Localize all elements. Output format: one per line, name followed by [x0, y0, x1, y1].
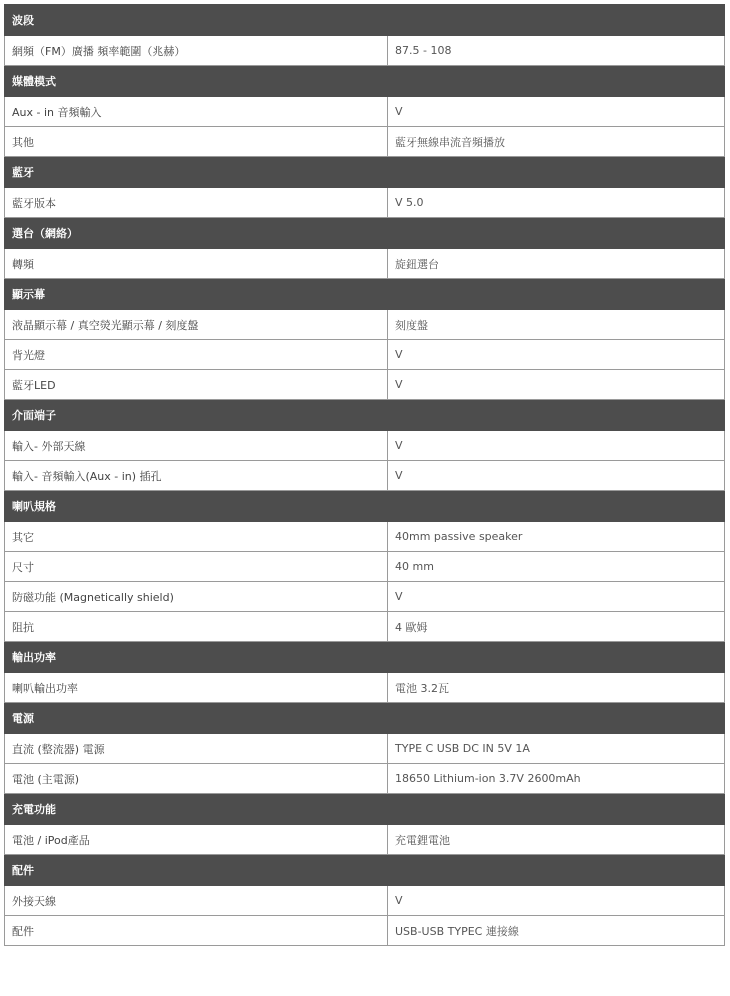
- spec-value: 電池 3.2瓦: [388, 673, 725, 703]
- spec-row: [5, 764, 725, 794]
- section-header-row: [5, 279, 725, 310]
- spec-table: [4, 4, 725, 946]
- spec-value: 40mm passive speaker: [388, 522, 725, 552]
- spec-row: [5, 825, 725, 855]
- spec-row: [5, 582, 725, 612]
- spec-label: 網頻（FM）廣播 頻率範圍（兆赫）: [5, 36, 388, 66]
- spec-row: [5, 97, 725, 127]
- spec-row: [5, 249, 725, 279]
- spec-label: 轉頻: [5, 249, 388, 279]
- spec-value: V: [388, 461, 725, 491]
- spec-value: 4 歐姆: [388, 612, 725, 642]
- spec-label: 背光燈: [5, 340, 388, 370]
- spec-row: [5, 552, 725, 582]
- spec-row: [5, 916, 725, 946]
- spec-label: 藍牙LED: [5, 370, 388, 400]
- spec-row: [5, 734, 725, 764]
- spec-label: 直流 (整流器) 電源: [5, 734, 388, 764]
- spec-value: V: [388, 97, 725, 127]
- section-title: 配件: [5, 855, 725, 886]
- spec-value: V: [388, 431, 725, 461]
- spec-row: [5, 886, 725, 916]
- spec-label: 藍牙版本: [5, 188, 388, 218]
- spec-row: [5, 431, 725, 461]
- spec-row: [5, 461, 725, 491]
- spec-value: 18650 Lithium-ion 3.7V 2600mAh: [388, 764, 725, 794]
- section-title: 媒體模式: [5, 66, 725, 97]
- section-title: 選台（網絡）: [5, 218, 725, 249]
- spec-label: 輸入- 外部天線: [5, 431, 388, 461]
- section-title: 介面端子: [5, 400, 725, 431]
- spec-value: V: [388, 370, 725, 400]
- spec-value: TYPE C USB DC IN 5V 1A: [388, 734, 725, 764]
- spec-label: 喇叭輸出功率: [5, 673, 388, 703]
- spec-row: [5, 36, 725, 66]
- spec-label: 其它: [5, 522, 388, 552]
- spec-label: 防磁功能 (Magnetically shield): [5, 582, 388, 612]
- spec-row: [5, 188, 725, 218]
- spec-label: 其他: [5, 127, 388, 157]
- section-title: 輸出功率: [5, 642, 725, 673]
- spec-row: [5, 673, 725, 703]
- spec-label: 輸入- 音頻輸入(Aux - in) 插孔: [5, 461, 388, 491]
- section-header-row: [5, 855, 725, 886]
- spec-table-body: [5, 5, 725, 946]
- spec-value: 87.5 - 108: [388, 36, 725, 66]
- spec-value: 40 mm: [388, 552, 725, 582]
- spec-value: 旋鈕選台: [388, 249, 725, 279]
- spec-value: USB-USB TYPEC 連接線: [388, 916, 725, 946]
- section-header-row: [5, 794, 725, 825]
- spec-value: 刻度盤: [388, 310, 725, 340]
- section-header-row: [5, 703, 725, 734]
- spec-label: 電池 / iPod產品: [5, 825, 388, 855]
- section-header-row: [5, 157, 725, 188]
- spec-row: [5, 522, 725, 552]
- spec-label: 阻抗: [5, 612, 388, 642]
- section-header-row: [5, 5, 725, 36]
- spec-value: V: [388, 886, 725, 916]
- spec-label: 液晶顯示幕 / 真空熒光顯示幕 / 刻度盤: [5, 310, 388, 340]
- section-title: 波段: [5, 5, 725, 36]
- spec-label: 尺寸: [5, 552, 388, 582]
- spec-value: V: [388, 340, 725, 370]
- section-header-row: [5, 218, 725, 249]
- spec-row: [5, 612, 725, 642]
- section-header-row: [5, 66, 725, 97]
- section-title: 藍牙: [5, 157, 725, 188]
- section-header-row: [5, 491, 725, 522]
- spec-label: Aux - in 音頻輸入: [5, 97, 388, 127]
- spec-value: V: [388, 582, 725, 612]
- spec-label: 配件: [5, 916, 388, 946]
- spec-value: V 5.0: [388, 188, 725, 218]
- spec-row: [5, 340, 725, 370]
- spec-row: [5, 127, 725, 157]
- spec-value: 藍牙無線串流音頻播放: [388, 127, 725, 157]
- section-title: 充電功能: [5, 794, 725, 825]
- spec-label: 外接天線: [5, 886, 388, 916]
- spec-row: [5, 370, 725, 400]
- section-header-row: [5, 400, 725, 431]
- spec-label: 電池 (主電源): [5, 764, 388, 794]
- section-header-row: [5, 642, 725, 673]
- section-title: 喇叭規格: [5, 491, 725, 522]
- section-title: 電源: [5, 703, 725, 734]
- spec-row: [5, 310, 725, 340]
- section-title: 顯示幕: [5, 279, 725, 310]
- spec-value: 充電鋰電池: [388, 825, 725, 855]
